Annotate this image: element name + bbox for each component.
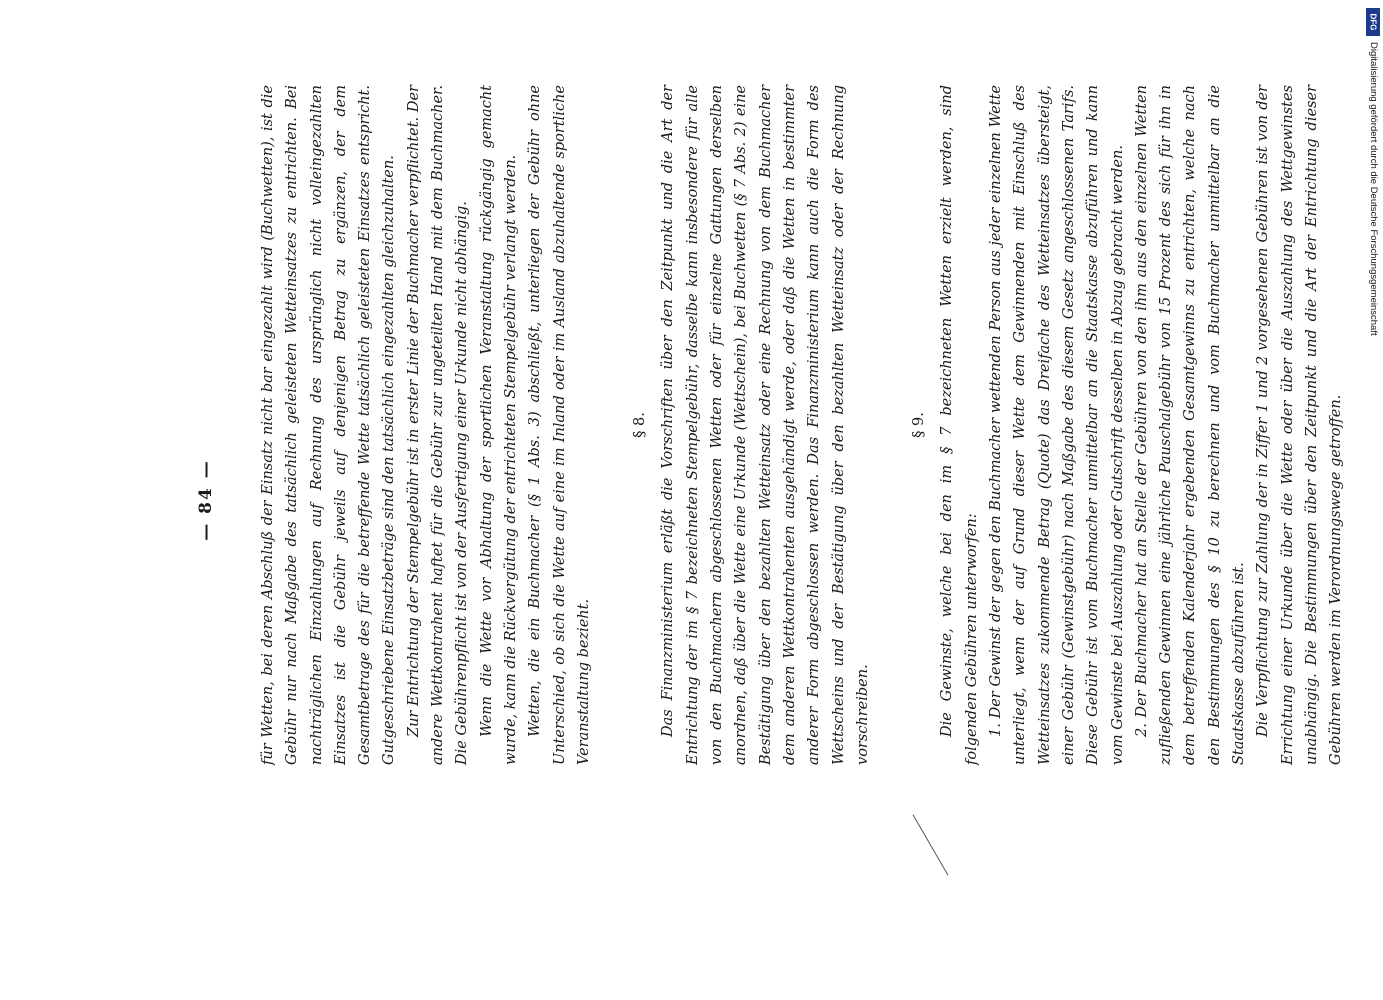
section-list-item: 1. Der Gewinst der gegen den Buchmacher wettenden Person aus jeder einzelnen Wette unterliegt, wenn der auf Grund dieser Wette dem Gewinnenden mit Einschluß des Wetteinsatzes zukommende Betrag (Quote) das Dreifache des Wetteinsatzes übersteigt, einer Gebühr (Gewinstgebühr) nach Maßgabe des diesem Gesetz angeschlossenen Tarifs. Diese Gebühr ist vom Buchmacher unmittelbar an die Staatskasse abzuführen und kann vom Gewinste bei Auszahlung oder Gutschrift desselben in Abzug gebracht werden. [988,85,1126,765]
paragraph: Wetten, die ein Buchmacher (§ 1 Abs. 3) abschließt, unterliegen der Gebühr ohne Unterschied, ob sich die Wette auf eine im Inland oder im Ausland abzuhaltende sportliche Veranstaltung bezieht. [527,85,592,765]
credit-text: Digitalisierung gefördert durch die Deutsche Forschungsgemeinschaft [1368,42,1379,336]
section-heading: § 9. [911,412,928,438]
rotated-document-page [101,70,1345,930]
dfg-logo-text: DFG [1368,13,1378,31]
section-list-item: 2. Der Buchmacher hat an Stelle der Gebühren von den ihm aus den einzelnen Wetten zufließenden Gewinnen eine jährliche Pauschalgebühr von 15 Prozent des sich für ihn in dem betreffenden Kalenderjahr ergebenden Gesamtgewinns zu entrichten, welche nach den Bestimmungen des § 10 zu berechnen und vom Buchmacher unmittelbar an die Staatskasse abzuführen ist. [1133,85,1247,765]
paragraph: Wenn die Wette vor Abhaltung der sportlichen Veranstaltung rückgängig gemacht wurde, kann die Rückvergütung der entrichteten Stempelgebühr verlangt werden. [478,85,519,765]
section-paragraph: Die Gewinste, welche bei den im § 7 bezeichneten Wetten erzielt werden, sind folgenden Gebühren unterworfen: [939,85,980,765]
section-paragraph: Die Verpflichtung zur Zahlung der in Ziffer 1 und 2 vorgesehenen Gebühren ist von der Errichtung einer Urkunde über die Wette oder über die Auszahlung des Wettgewinstes unabhängig. Die Bestimmungen über den Zeitpunkt und die Art der Entrichtung dieser Gebühren werden im Verordnungswege getroffen. [1255,85,1345,765]
page-number: — 84 — [196,459,216,541]
section-heading: § 8. [632,412,649,438]
digitization-credit [1366,8,1380,393]
dfg-logo [1366,8,1380,36]
paragraph: für Wetten, bei deren Abschluß der Einsatz nicht bar eingezahlt wird (Buchwetten), ist die Gebühr nur nach Maßgabe des tatsächlich geleisteten Wetteinsatzes zu entrichten. Bei nachträglichen Einzahlungen auf Rechnung des ursprünglich nicht volleingezahlten Einsatzes ist die Gebühr jeweils auf denjenigen Betrag zu ergänzen, der dem Gesamtbetrage des für die betreffende Wette tatsächlich geleisteten Einsatzes entspricht. Gutgeschriebene Einsatzbeträge sind den tatsächlich eingezahlten gleichzuhalten. [260,85,398,765]
section-paragraph: Das Finanzministerium erläßt die Vorschriften über den Zeitpunkt und die Art der Entrichtung der im § 7 bezeichneten Stempelgebühr, dasselbe kann insbesondere für alle von den Buchmachern abgeschlossenen Wetten oder für einzelne Gattungen derselben anordnen, daß über die Wette eine Urkunde (Wettschein), bei Buchwetten (§ 7 Abs. 2) eine Bestätigung über den bezahlten Wetteinsatz oder eine Rechnung von dem Buchmacher dem anderen Wettkontrahenten ausgehändigt werde, oder daß die Wetten in bestimmter anderer Form abgeschlossen werden. Das Finanzministerium kann auch die Form des Wettscheins und der Bestätigung über den bezahlten Wetteinsatz oder der Rechnung vorschreiben. [660,85,871,765]
document-body [256,85,1345,765]
paragraph: Zur Entrichtung der Stempelgebühr ist in erster Linie der Buchmacher verpflichtet. Der andere Wettkontrahent haftet für die Gebühr zur ungeteilten Hand mit dem Buchmacher. Die Gebührenpflicht ist von der Ausfertigung einer Urkunde nicht abhängig. [405,85,471,765]
